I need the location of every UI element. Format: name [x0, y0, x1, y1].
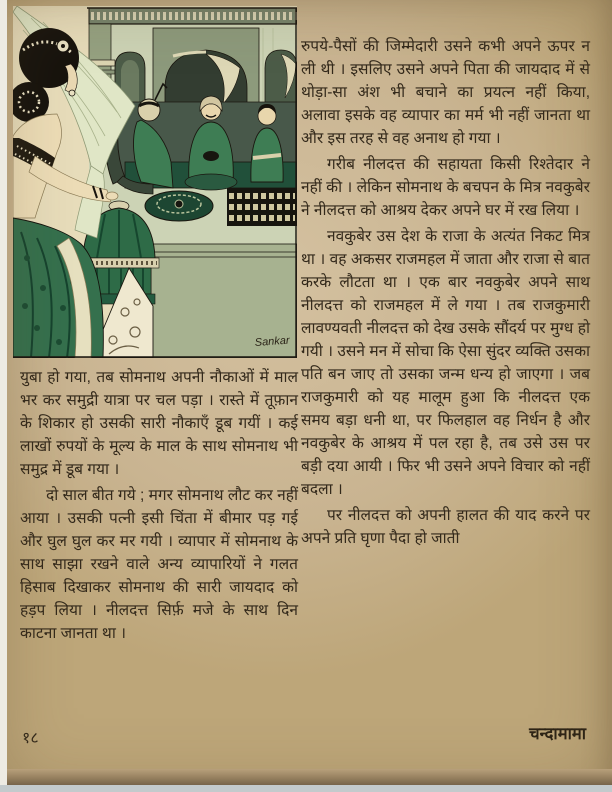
right-column-text	[301, 35, 590, 553]
earring	[69, 90, 75, 96]
palace-frieze	[89, 8, 297, 24]
page-number: १८	[22, 730, 39, 747]
story-paragraph: रुपये-पैसों की जिम्मेदारी उसने कभी अपने ऊपर न ली थी । इसलिए उसने अपने पिता की जायदाद में से थोड़ा-सा अंश भी बचाने का प्रयत्न नहीं किया, अलावा इसके वह व्यापार का मर्म भी नहीं जानता था और इस तरह से वह अनाथ हो गया ।	[301, 38, 590, 147]
palace-scene-drawing	[13, 6, 297, 358]
story-paragraph: पर नीलदत्त को अपनी हालत की याद करने पर अपने प्रति घृणा पैदा हो जाती	[301, 507, 590, 547]
artist-signature: Sankar	[254, 334, 290, 349]
story-paragraph: नवकुबेर उस देश के राजा के अत्यंत निकट मित्र था । वह अकसर राजमहल में जाता और राजा से बात करके लौटता था । एक बार नवकुबेर अपने साथ नीलदत्त को राजमहल में ले गया । तब राजकुमारी लावण्यवती नीलदत्त को देख उसके सौंदर्य पर मुग्ध हो गयी । उसने मन में सोचा कि ऐसा सुंदर व्यक्ति उसका पति बन जाए तो उसका जन्म धन्य हो जाएगा । जब राजकुमारी को यह मालूम हुआ कि नीलदत्त एक समय बड़ा धनी था, पर फिलहाल वह निर्धन है और नवकुबेर के आश्रय में पल रहा है, तब उसे उस पर बड़ी दया आयी । फिर भी उसने अपने विचार को नहीं बदला ।	[301, 228, 590, 498]
scan-edge-bottom	[0, 785, 612, 792]
magazine-title: चन्दामामा	[529, 725, 586, 743]
story-paragraph: दो साल बीत गये ; मगर सोमनाथ लौट कर नहीं आया । उसकी पत्नी इसी चिंता में बीमार पड़ गई और घुल घुल कर मर गयी । व्यापार में सोमनाथ के साथ साझा रखने वाले अन्य व्यापारियों ने गलत हिसाब दिखाकर सोमनाथ की सारी जायदाद को हड़प लिया । नीलदत्त सिर्फ़ मजे के साथ दिन काटना जानता था ।	[20, 487, 298, 642]
scan-edge-left	[0, 0, 7, 792]
story-illustration	[13, 6, 297, 358]
story-paragraph: युबा हो गया, तब सोमनाथ अपनी नौकाओं में माल भर कर समुद्री यात्रा पर चल पड़ा । रास्ते में तूफ़ान के शिकार हो उसकी सारी नौकाएँ डूब गयीं । कई लाखों रुपयों के मूल्य के माल के साथ सोमनाथ भी समुद्र में डूब गया ।	[20, 369, 298, 478]
story-paragraph: गरीब नीलदत्त की सहायता किसी रिश्तेदार ने नहीं की । लेकिन सोमनाथ के बचपन के मित्र नवकुबेर ने नीलदत्त को आश्रय देकर अपने घर में रख लिया ।	[301, 156, 590, 219]
left-column-text	[20, 366, 298, 648]
round-table	[145, 191, 213, 221]
page-curl-shadow	[0, 769, 612, 785]
parapet-panel	[151, 244, 297, 358]
